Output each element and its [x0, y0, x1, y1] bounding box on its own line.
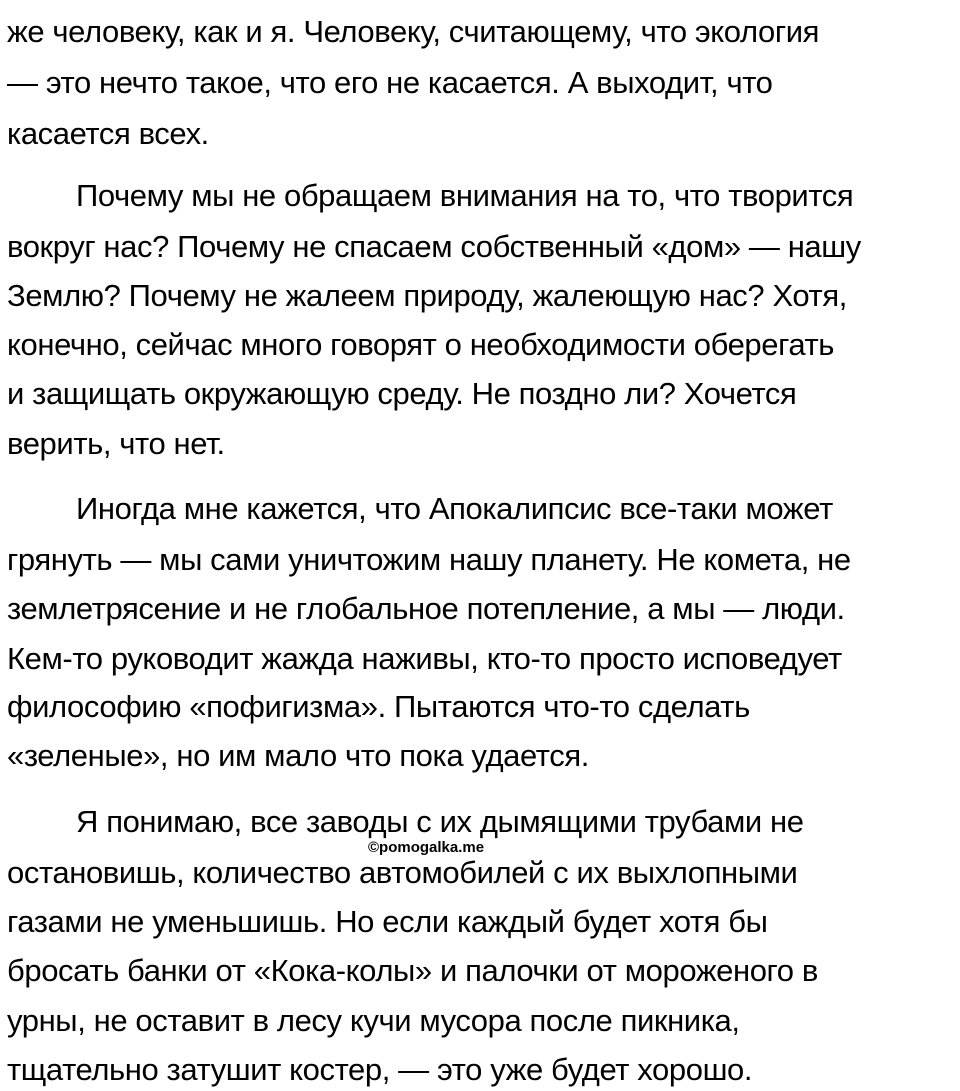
paragraph-3-line-6: «зеленые», но им мало что пока удается. — [7, 738, 589, 773]
paragraph-2-line-3: Землю? Почему не жалеем природу, жалеющую нас? Хотя, — [7, 278, 847, 313]
paragraph-4-line-4: бросать банки от «Кока-колы» и палочки от мороженого в — [7, 953, 818, 988]
paragraph-4-line-3: газами не уменьшишь. Но если каждый будет хотя бы — [7, 904, 768, 939]
paragraph-2-line-1: Почему мы не обращаем внимания на то, что творится — [76, 178, 854, 213]
paragraph-2-line-5: и защищать окружающую среду. Не поздно ли? Хочется — [7, 376, 797, 411]
paragraph-2-line-6: верить, что нет. — [7, 426, 225, 461]
paragraph-4-line-1: Я понимаю, все заводы с их дымящими трубами не — [76, 804, 804, 839]
paragraph-2-line-4: конечно, сейчас много говорят о необходимости оберегать — [7, 327, 835, 362]
paragraph-3-line-3: землетрясение и не глобальное потепление, а мы — люди. — [7, 591, 845, 626]
paragraph-3-line-4: Кем-то руководит жажда наживы, кто-то просто исповедует — [7, 641, 842, 676]
paragraph-4-line-5: урны, не оставит в лесу кучи мусора после пикника, — [7, 1003, 740, 1038]
paragraph-1-line-2: — это нечто такое, что его не касается. А выходит, что — [7, 65, 773, 100]
paragraph-1-line-3: касается всех. — [7, 116, 209, 151]
paragraph-4-line-2: остановишь, количество автомобилей с их выхлопными — [7, 855, 798, 890]
paragraph-3-line-1: Иногда мне кажется, что Апокалипсис все-таки может — [76, 491, 833, 526]
paragraph-2-line-2: вокруг нас? Почему не спасаем собственный «дом» — нашу — [7, 229, 861, 264]
paragraph-3-line-2: грянуть — мы сами уничтожим нашу планету. Не комета, не — [7, 542, 851, 577]
watermark: ©pomogalka.me — [368, 839, 485, 856]
paragraph-3-line-5: философию «пофигизма». Пытаются что-то сделать — [7, 689, 750, 724]
paragraph-4-line-6: тщательно затушит костер, — это уже будет хорошо. — [7, 1052, 753, 1087]
paragraph-1-line-1: же человеку, как и я. Человеку, считающему, что экология — [7, 14, 820, 49]
